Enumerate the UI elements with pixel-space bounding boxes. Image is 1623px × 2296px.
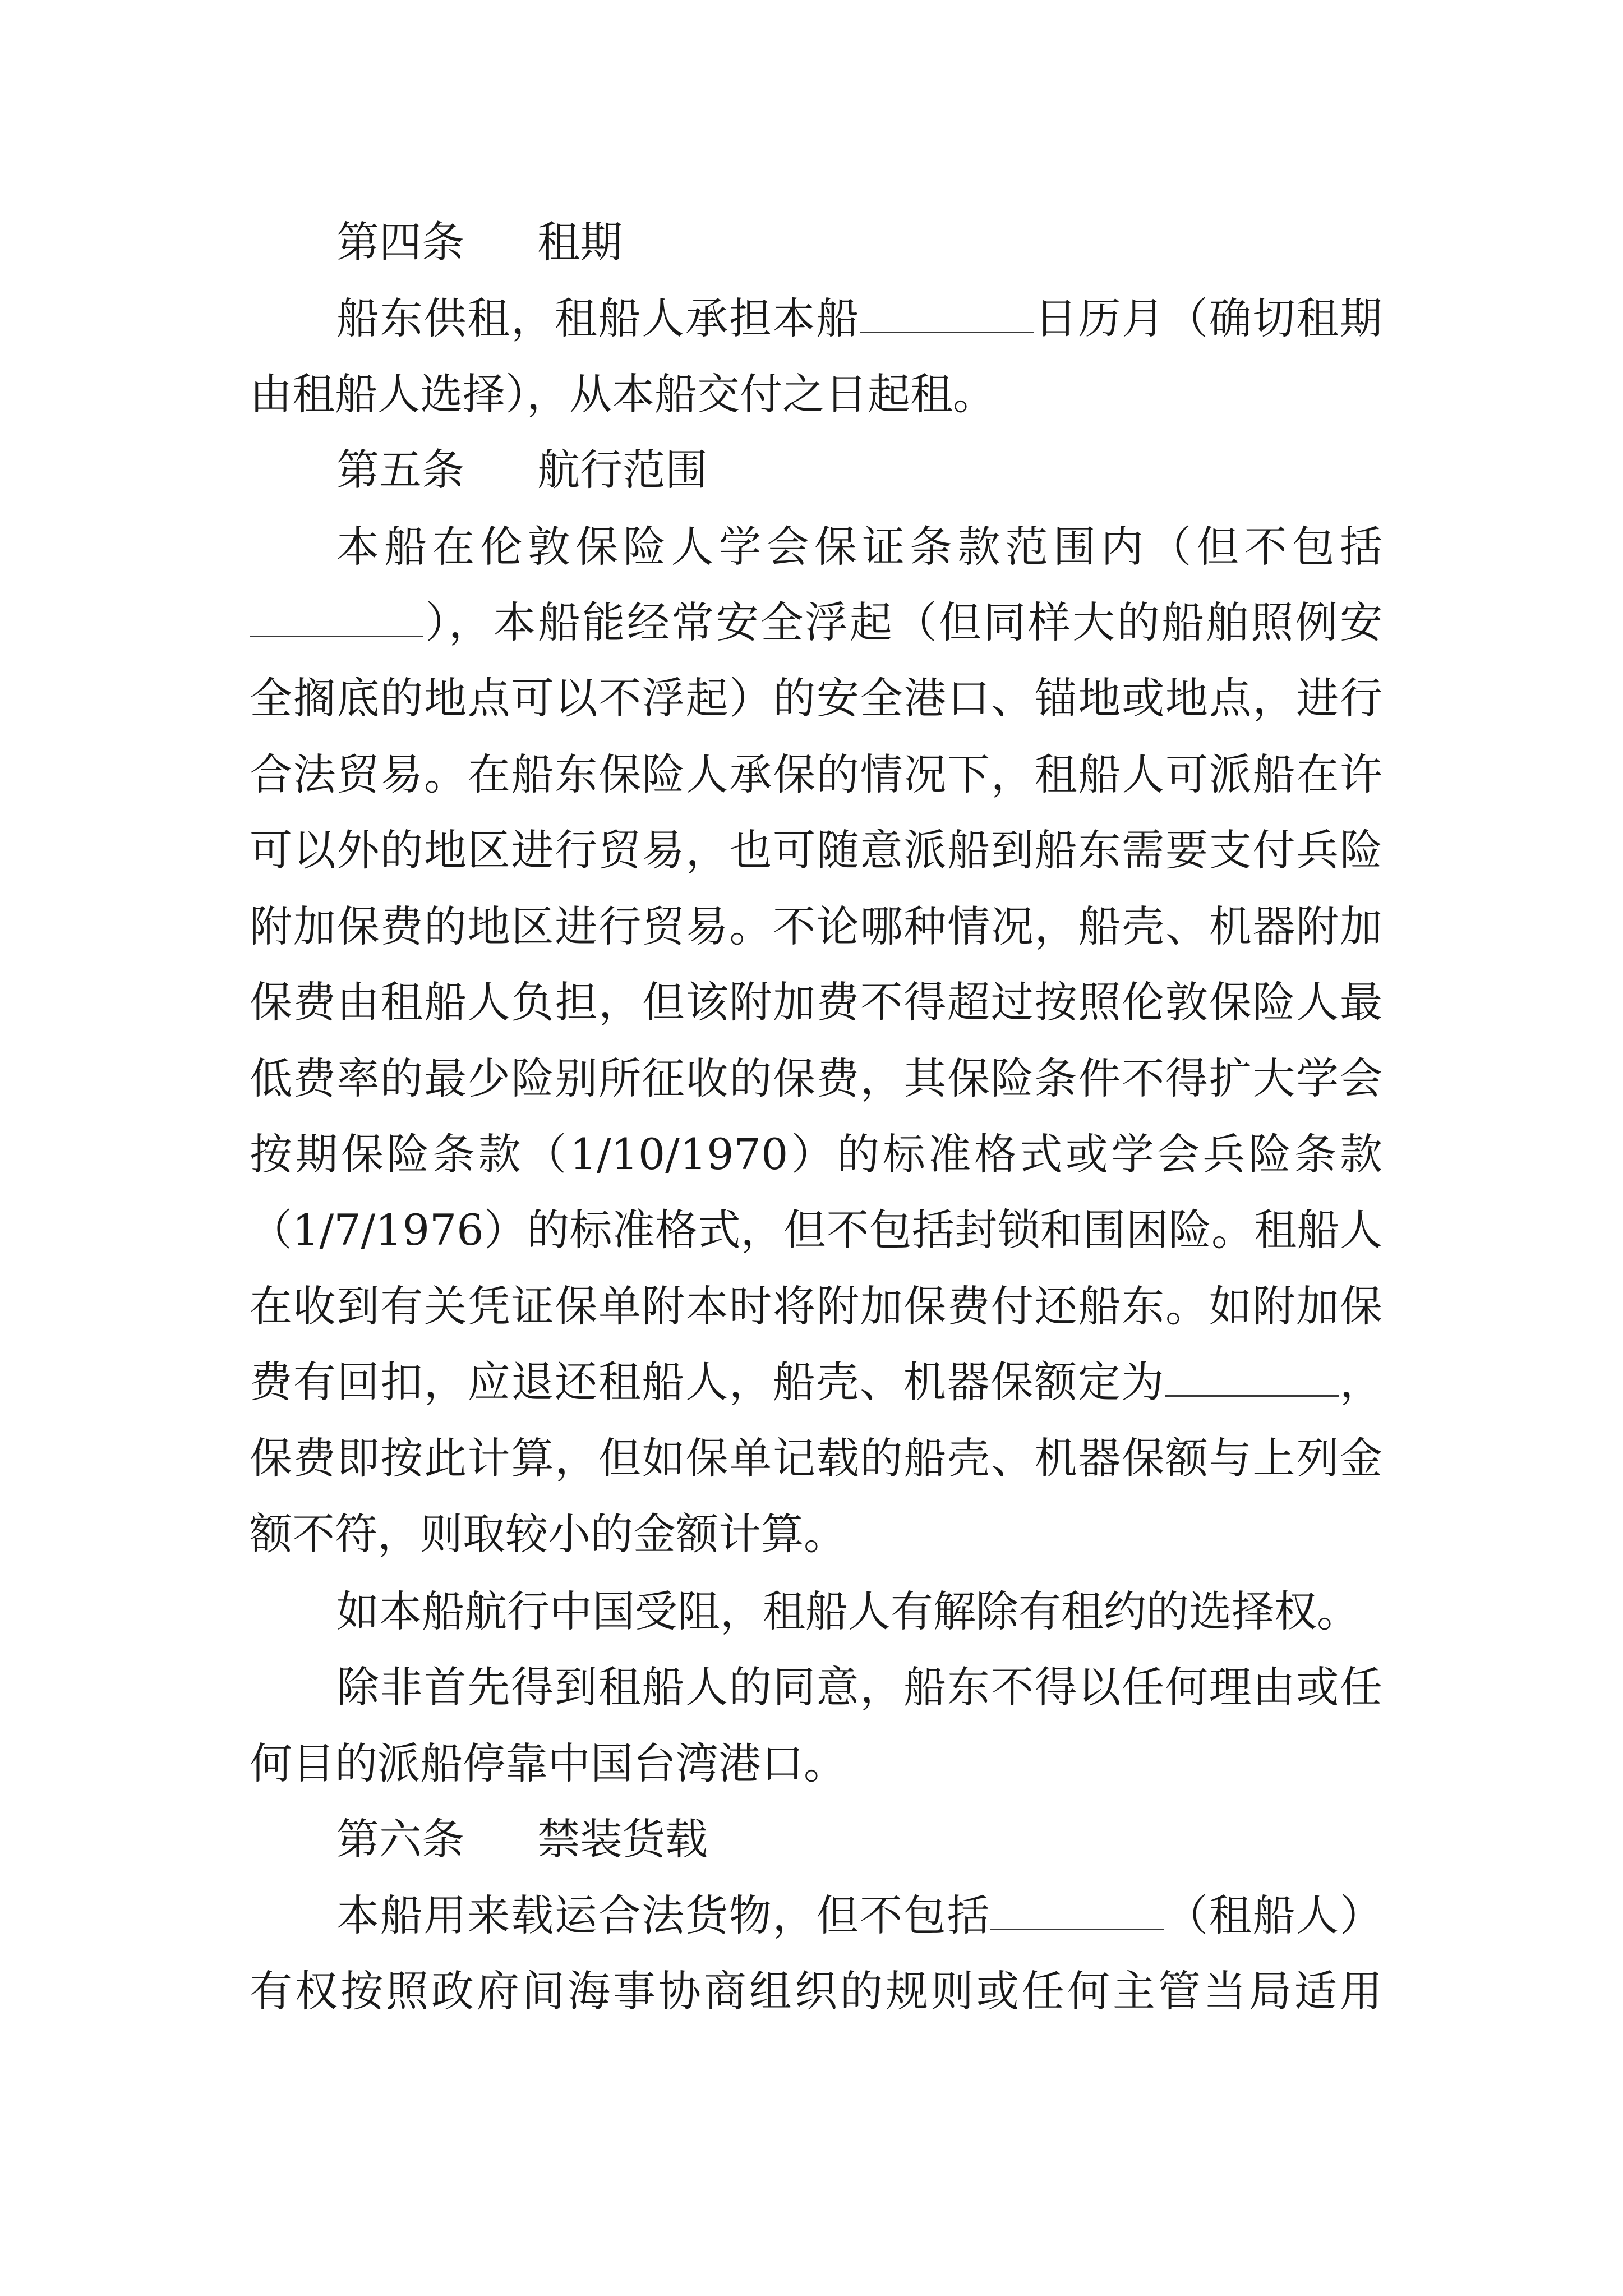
paragraph-line: 由租船人选择），从本船交付之日起租。 [250, 369, 995, 419]
paragraph-line: 额不符，则取较小的金额计算。 [250, 1509, 846, 1559]
paragraph-line: 可以外的地区进行贸易，也可随意派船到船东需要支付兵险 [250, 825, 1382, 875]
paragraph-line: 费有回扣，应退还租船人，船壳、机器保额定为 ， [250, 1357, 1383, 1407]
article-title: 禁装货载 [537, 1814, 708, 1864]
fill-in-blank [990, 1892, 1164, 1930]
article-title: 航行范围 [537, 445, 708, 495]
paragraph-line: 按期保险条款（1/10/1970）的标准格式或学会兵险条款 [250, 1129, 1382, 1179]
paragraph-line: 本船在伦敦保险人学会保证条款范围内（但不包括 [336, 522, 1382, 572]
article-number: 第六条 [336, 1814, 464, 1864]
paragraph-line: 在收到有关凭证保单附本时将附加保费付还船东。如附加保 [250, 1281, 1382, 1331]
fill-in-blank [250, 599, 423, 637]
paragraph-line: 本船用来载运合法货物，但不包括 （租船人） [336, 1890, 1382, 1940]
article-title: 租期 [537, 217, 623, 267]
article-6-heading [336, 1806, 1382, 1873]
paragraph-line: 低费率的最少险别所征收的保费，其保险条件不得扩大学会 [250, 1053, 1382, 1103]
fill-in-blank [1165, 1358, 1339, 1397]
paragraph-line: 附加保费的地区进行贸易。不论哪种情况，船壳、机器附加 [250, 901, 1382, 951]
paragraph-line: 保费即按此计算，但如保单记载的船壳、机器保额与上列金 [250, 1433, 1382, 1483]
article-number: 第五条 [336, 445, 464, 495]
paragraph-line: 船东供租，租船人承担本船 日历月（确切租期 [336, 293, 1382, 343]
article-number: 第四条 [336, 217, 464, 267]
paragraph-line: （1/7/1976）的标准格式，但不包括封锁和围困险。租船人 [250, 1205, 1382, 1255]
article-5-heading [336, 436, 1382, 504]
fill-in-blank [860, 295, 1034, 333]
paragraph-line: 如本船航行中国受阻，租船人有解除有租约的选择权。 [336, 1586, 1359, 1636]
paragraph-line: 合法贸易。在船东保险人承保的情况下，租船人可派船在许 [250, 749, 1382, 799]
article-4-heading [336, 209, 1382, 276]
paragraph-line: 何目的派船停靠中国台湾港口。 [250, 1738, 846, 1788]
paragraph-line: ），本船能经常安全浮起（但同样大的船舶照例安 [250, 589, 1382, 656]
paragraph-line: 保费由租船人负担，但该附加费不得超过按照伦敦保险人最 [250, 977, 1382, 1027]
paragraph-line: 有权按照政府间海事协商组织的规则或任何主管当局适用 [250, 1966, 1382, 2016]
paragraph-line: 除非首先得到租船人的同意，船东不得以任何理由或任 [336, 1662, 1382, 1712]
paragraph-line: 全搁底的地点可以不浮起）的安全港口、锚地或地点，进行 [250, 673, 1382, 723]
